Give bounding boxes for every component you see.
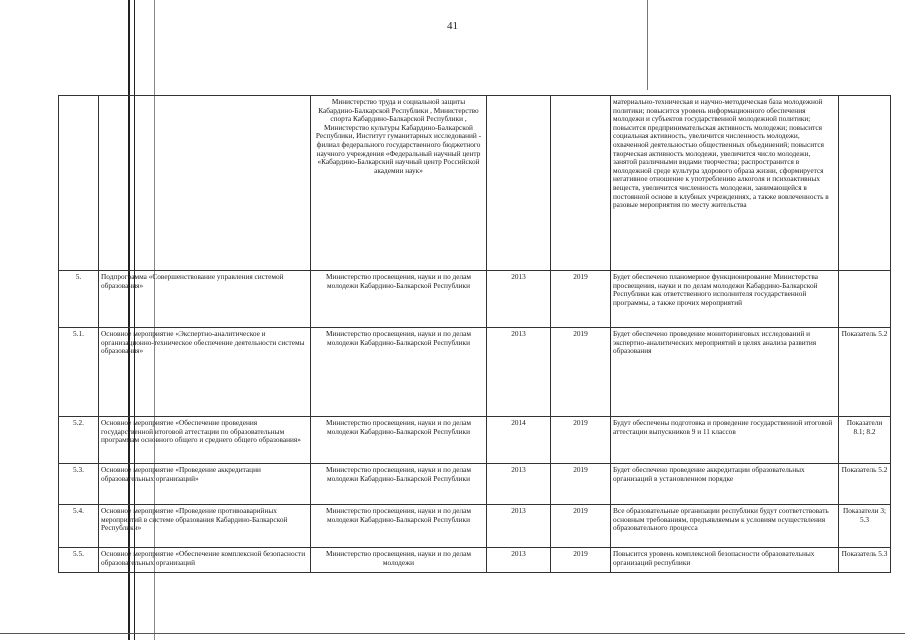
end-year: 2019 xyxy=(551,328,611,417)
row-number: 5.3. xyxy=(59,464,99,505)
page-bottom-rule xyxy=(0,633,905,634)
table-row xyxy=(59,271,891,328)
expected-result: Будет обеспечено проведение аккредитации образовательных организаций в установленном порядке xyxy=(611,464,839,505)
indicator-cell: Показатели 3; 5.3 xyxy=(839,505,891,548)
end-year: 2019 xyxy=(551,505,611,548)
program-activities-table xyxy=(58,95,891,573)
row-number xyxy=(59,96,99,271)
indicator-cell xyxy=(839,271,891,328)
executor-cell: Министерство просвещения, науки и по делам молодежи Кабардино-Балкарской Республики xyxy=(311,271,487,328)
row-number: 5.5. xyxy=(59,548,99,573)
indicator-cell xyxy=(839,96,891,271)
activity-name: Подпрограмма «Совершенствование управления системой образования» xyxy=(99,271,311,328)
start-year: 2013 xyxy=(487,328,551,417)
end-year: 2019 xyxy=(551,271,611,328)
start-year: 2013 xyxy=(487,271,551,328)
activity-name: Основное мероприятие «Проведение противоаварийных мероприятий в системе образования Кабардино-Балкарской Республики» xyxy=(99,505,311,548)
row-number: 5.4. xyxy=(59,505,99,548)
row-number: 5. xyxy=(59,271,99,328)
table-row xyxy=(59,548,891,573)
executor-cell: Министерство труда и социальной защиты Кабардино-Балкарской Республики , Министерство спорта Кабардино-Балкарской Республики , Министерство культуры Кабардино-Балкарской Республики, Институт гуманитарных исследований - филиал федерального государственного бюджетного научного учреждения «Федеральный научный центр «Кабардино-Балкарский научный центр Российской академии наук» xyxy=(311,96,487,271)
executor-cell: Министерство просвещения, науки и по делам молодежи Кабардино-Балкарской Республики xyxy=(311,417,487,464)
activity-name xyxy=(99,96,311,271)
row-number: 5.2. xyxy=(59,417,99,464)
start-year: 2013 xyxy=(487,505,551,548)
activity-name: Основное мероприятие «Проведение аккредитации образовательных организаций» xyxy=(99,464,311,505)
end-year: 2019 xyxy=(551,548,611,573)
table-row xyxy=(59,96,891,271)
indicator-cell: Показатель 5.2 xyxy=(839,328,891,417)
executor-cell: Министерство просвещения, науки и по делам молодежи Кабардино-Балкарской Республики xyxy=(311,505,487,548)
expected-result: Будет обеспечено проведение мониторинговых исследований и экспертно-аналитических мероприятий в целях анализа развития образования xyxy=(611,328,839,417)
page-number: 41 xyxy=(447,20,458,32)
expected-result: Будет обеспечено планомерное функционирование Министерства просвещения, науки и по делам молодежи Кабардино-Балкарской Республики как ответственного исполнителя государственной программы, а также прочих мероприятий xyxy=(611,271,839,328)
executor-cell: Министерство просвещения, науки и по делам молодежи Кабардино-Балкарской Республики xyxy=(311,464,487,505)
expected-result: материально-техническая и научно-методическая база молодежной политики; повысится уровень информационного обеспечения молодежи и субъектов государственной молодежной политики; повысится предпринимательская активность молодежи; повысится социальная активность, увеличится численность молодежи, охваченной деятельностью общественных объединений; повысится творческая активность молодежи, увеличится число молодежи, занятой различными видами творчества; распространится в молодежной среде культура здорового образа жизни, сформируется негативное отношение к употреблению алкоголя и психоактивных веществ, увеличится численность молодежи, занимающейся в постоянной основе в клубных учреждениях, а также вовлеченность в разовые мероприятия по месту жительства xyxy=(611,96,839,271)
start-year xyxy=(487,96,551,271)
scan-artifact-line xyxy=(647,0,648,90)
start-year: 2013 xyxy=(487,548,551,573)
indicator-cell: Показатель 5.2 xyxy=(839,464,891,505)
start-year: 2014 xyxy=(487,417,551,464)
indicator-cell: Показатель 5.3 xyxy=(839,548,891,573)
activity-name: Основное мероприятие «Обеспечение проведения государственной итоговой аттестации по образовательным программам основного общего и среднего общего образования» xyxy=(99,417,311,464)
end-year: 2019 xyxy=(551,464,611,505)
expected-result: Все образовательные организации республики будут соответствовать основным требованиям, предъявляемым к условиям осуществления образовательного процесса xyxy=(611,505,839,548)
end-year xyxy=(551,96,611,271)
table-row xyxy=(59,505,891,548)
expected-result: Будут обеспечены подготовка и проведение государственной итоговой аттестации выпускников 9 и 11 классов xyxy=(611,417,839,464)
activity-name: Основное мероприятие «Обеспечение комплексной безопасности образовательных организаций xyxy=(99,548,311,573)
row-number: 5.1. xyxy=(59,328,99,417)
executor-cell: Министерство просвещения, науки и по делам молодежи xyxy=(311,548,487,573)
activity-name: Основное мероприятие «Экспертно-аналитическое и организационно-техническое обеспечение деятельности системы образования» xyxy=(99,328,311,417)
end-year: 2019 xyxy=(551,417,611,464)
table-row xyxy=(59,464,891,505)
table-row xyxy=(59,417,891,464)
executor-cell: Министерство просвещения, науки и по делам молодежи Кабардино-Балкарской Республики xyxy=(311,328,487,417)
start-year: 2013 xyxy=(487,464,551,505)
indicator-cell: Показатели 8.1; 8.2 xyxy=(839,417,891,464)
table-row xyxy=(59,328,891,417)
expected-result: Повысится уровень комплексной безопасности образовательных организаций республики xyxy=(611,548,839,573)
